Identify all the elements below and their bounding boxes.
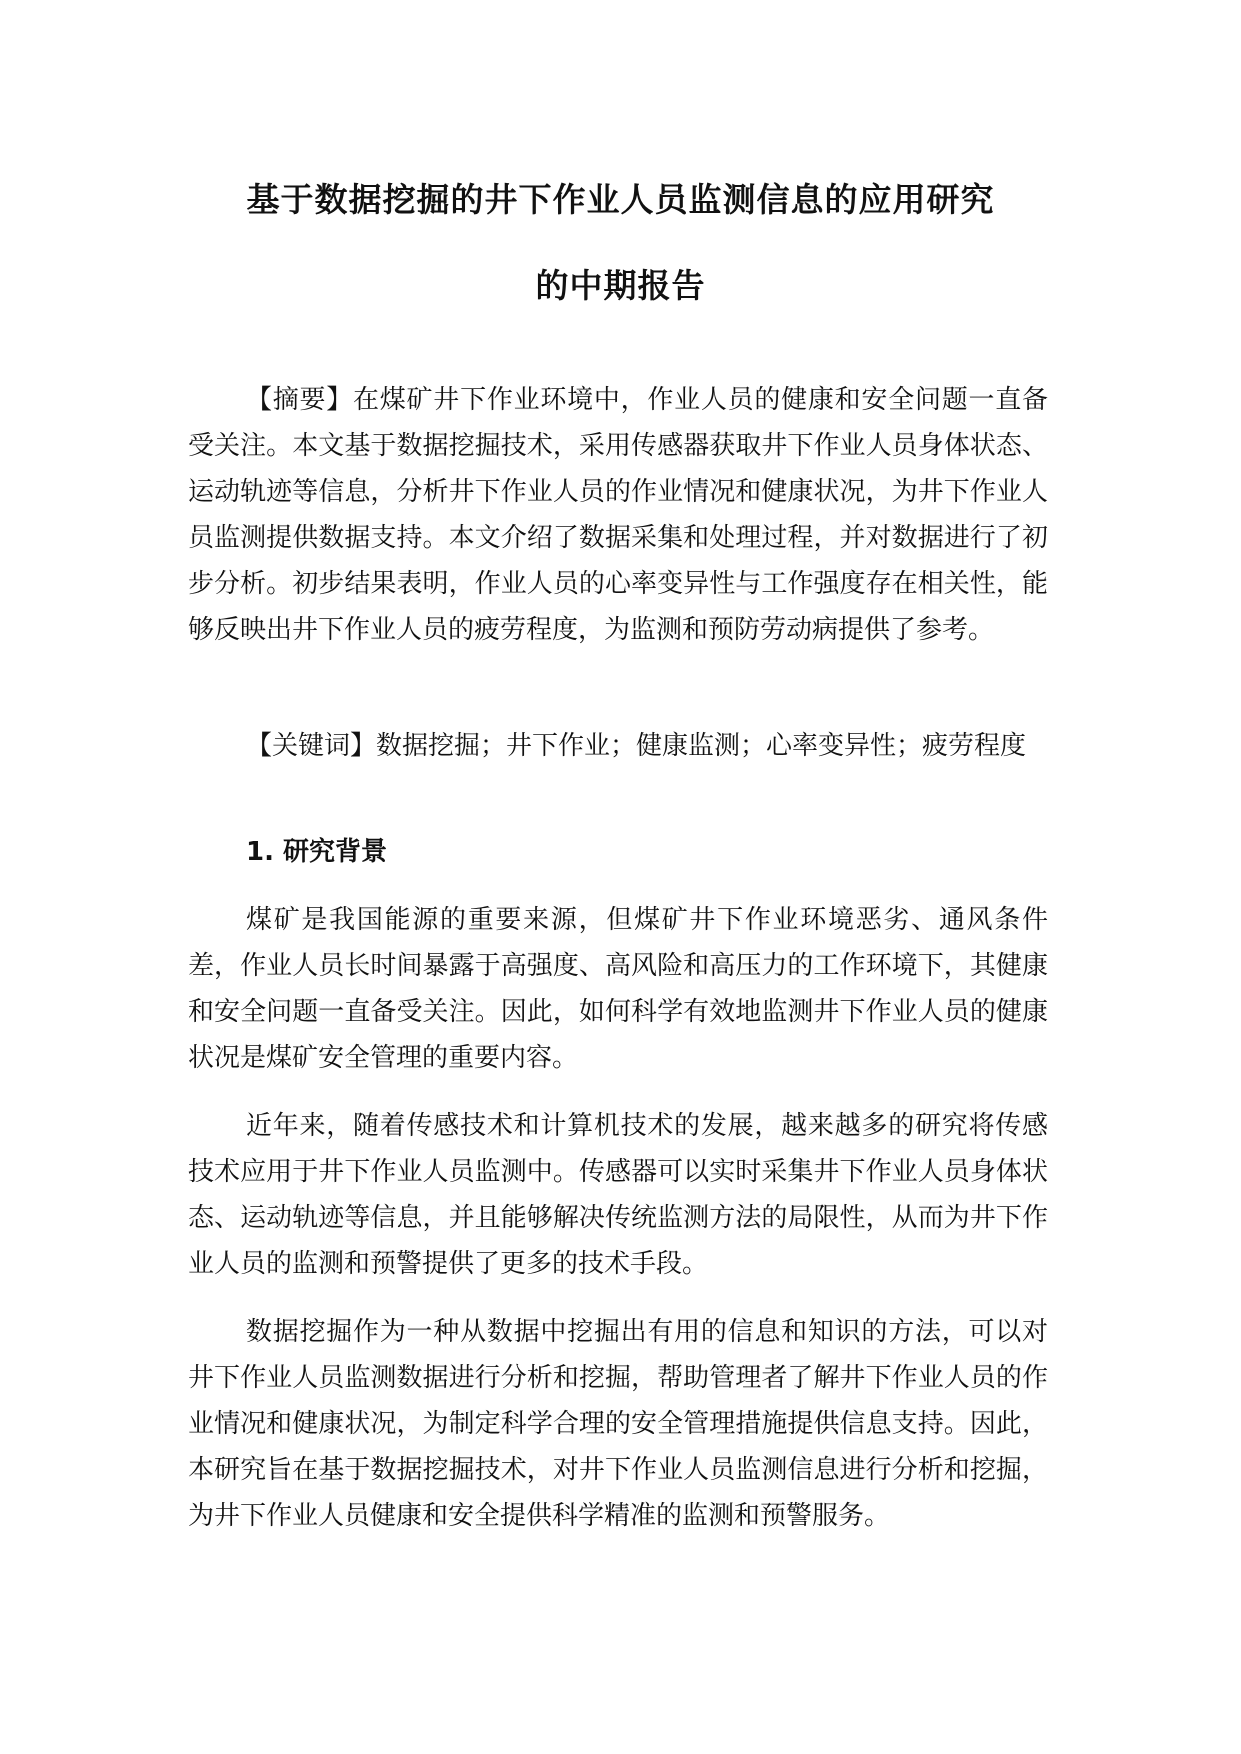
section-heading-background: 1. 研究背景: [246, 837, 388, 867]
body-paragraph: 近年来，随着传感技术和计算机技术的发展，越来越多的研究将传感技术应用于井下作业人员监测中。传感器可以实时采集井下作业人员身体状态、运动轨迹等信息，并且能够解决传统监测方法的局限性，从而为井下作业人员的监测和预警提供了更多的技术手段。: [188, 1111, 1048, 1279]
document-title-line-1: 基于数据挖掘的井下作业人员监测信息的应用研究: [246, 180, 995, 219]
document-title-line-2: 的中期报告: [535, 266, 706, 305]
keywords-paragraph: 【关键词】数据挖掘；井下作业；健康监测；心率变异性；疲劳程度: [246, 731, 1027, 761]
body-paragraph: 煤矿是我国能源的重要来源，但煤矿井下作业环境恶劣、通风条件差，作业人员长时间暴露于高强度、高风险和高压力的工作环境下，其健康和安全问题一直备受关注。因此，如何科学有效地监测井下作业人员的健康状况是煤矿安全管理的重要内容。: [188, 905, 1048, 1073]
abstract-paragraph: 【摘要】在煤矿井下作业环境中，作业人员的健康和安全问题一直备受关注。本文基于数据挖掘技术，采用传感器获取井下作业人员身体状态、运动轨迹等信息，分析井下作业人员的作业情况和健康状况，为井下作业人员监测提供数据支持。本文介绍了数据采集和处理过程，并对数据进行了初步分析。初步结果表明，作业人员的心率变异性与工作强度存在相关性，能够反映出井下作业人员的疲劳程度，为监测和预防劳动病提供了参考。: [188, 385, 1048, 645]
body-paragraph: 数据挖掘作为一种从数据中挖掘出有用的信息和知识的方法，可以对井下作业人员监测数据进行分析和挖掘，帮助管理者了解井下作业人员的作业情况和健康状况，为制定科学合理的安全管理措施提供信息支持。因此，本研究旨在基于数据挖掘技术，对井下作业人员监测信息进行分析和挖掘，为井下作业人员健康和安全提供科学精准的监测和预警服务。: [188, 1317, 1048, 1531]
